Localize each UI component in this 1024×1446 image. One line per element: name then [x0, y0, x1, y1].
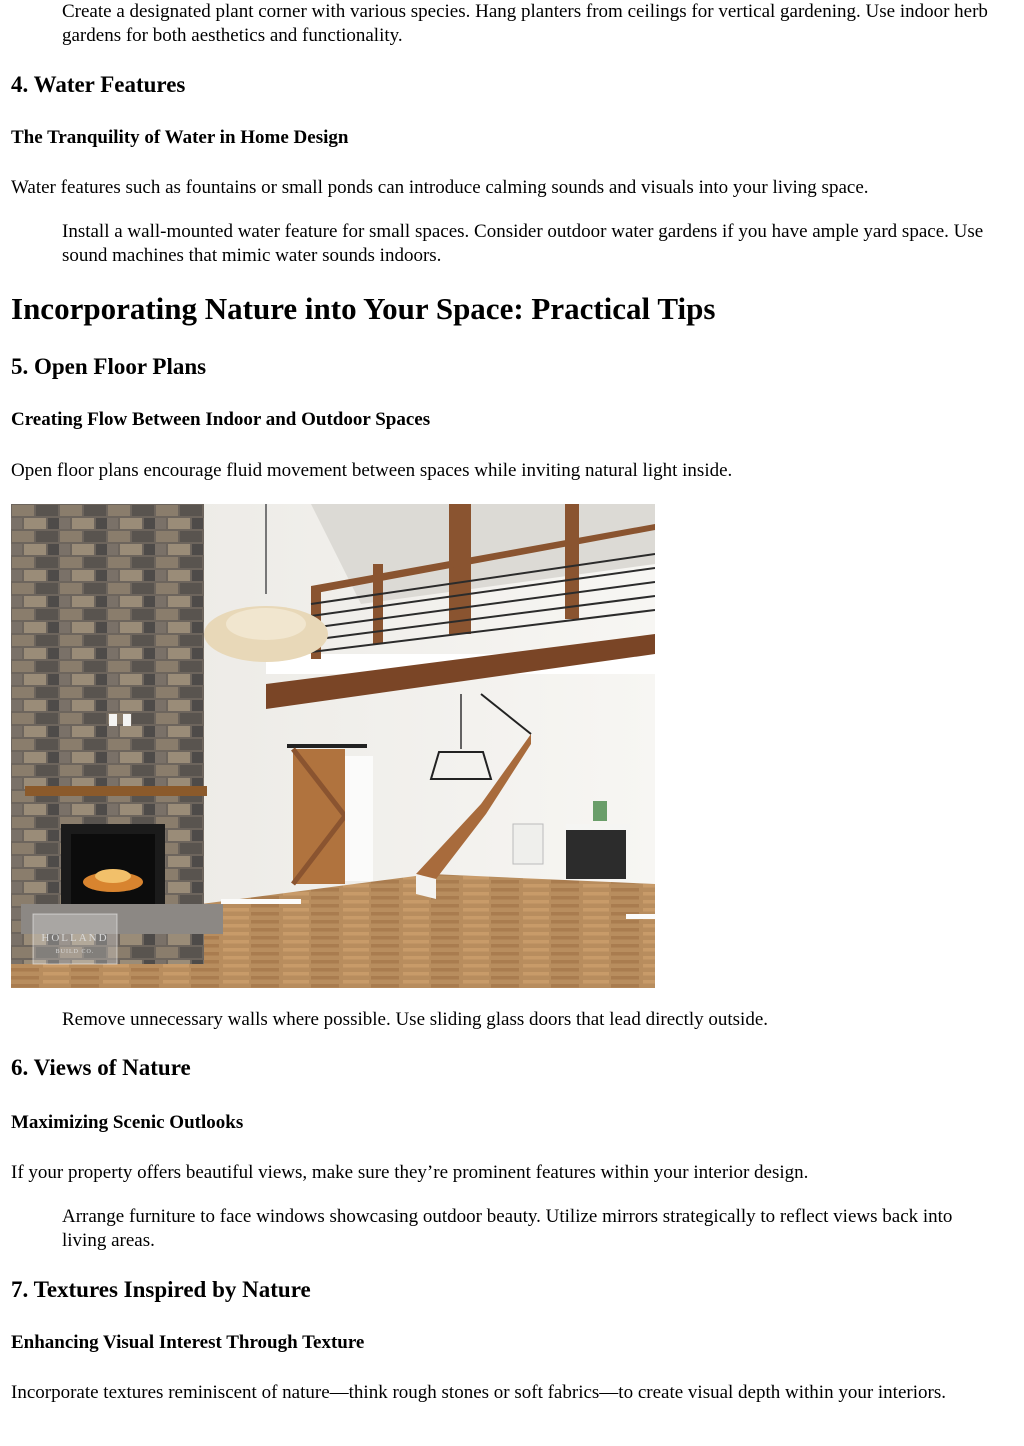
water-features-heading: 4. Water Features	[11, 72, 186, 97]
plant-tips-paragraph: Create a designated plant corner with various species. Hang planters from ceilings for vertical gardening. Use indoor herb gardens for both aesthetics and functionality.	[62, 1, 988, 46]
views-of-nature-subheading: Maximizing Scenic Outlooks	[11, 1112, 244, 1133]
water-tips-paragraph: Install a wall-mounted water feature for small spaces. Consider outdoor water gardens if you have ample yard space. Use sound machines that mimic water sounds indoors.	[62, 221, 984, 266]
open-floor-plans-heading: 5. Open Floor Plans	[11, 354, 207, 379]
watermark-text-line2: BUILD CO.	[55, 949, 95, 955]
views-of-nature-paragraph: If your property offers beautiful views, make sure they’re prominent features within your interior design.	[11, 1162, 809, 1183]
textures-heading: 7. Textures Inspired by Nature	[11, 1277, 311, 1302]
open-floor-tips-paragraph: Remove unnecessary walls where possible. Use sliding glass doors that lead directly outside.	[62, 1009, 769, 1030]
open-floor-plans-paragraph: Open floor plans encourage fluid movement between spaces while inviting natural light inside.	[11, 460, 733, 481]
textures-subheading: Enhancing Visual Interest Through Texture	[11, 1332, 365, 1353]
textures-paragraph: Incorporate textures reminiscent of nature—think rough stones or soft fabrics—to create visual depth within your interiors.	[11, 1382, 946, 1403]
watermark-text-line1: HOLLAND	[41, 932, 109, 944]
views-tips-paragraph: Arrange furniture to face windows showcasing outdoor beauty. Utilize mirrors strategically to reflect views back into living areas.	[62, 1206, 953, 1251]
water-features-subheading: The Tranquility of Water in Home Design	[11, 127, 349, 148]
open-floor-plans-subheading: Creating Flow Between Indoor and Outdoor Spaces	[11, 409, 431, 430]
practical-tips-heading: Incorporating Nature into Your Space: Practical Tips	[11, 291, 716, 326]
interior-living-room-photo	[11, 504, 655, 988]
water-features-paragraph: Water features such as fountains or small ponds can introduce calming sounds and visuals into your living space.	[11, 177, 869, 198]
views-of-nature-heading: 6. Views of Nature	[11, 1055, 191, 1080]
